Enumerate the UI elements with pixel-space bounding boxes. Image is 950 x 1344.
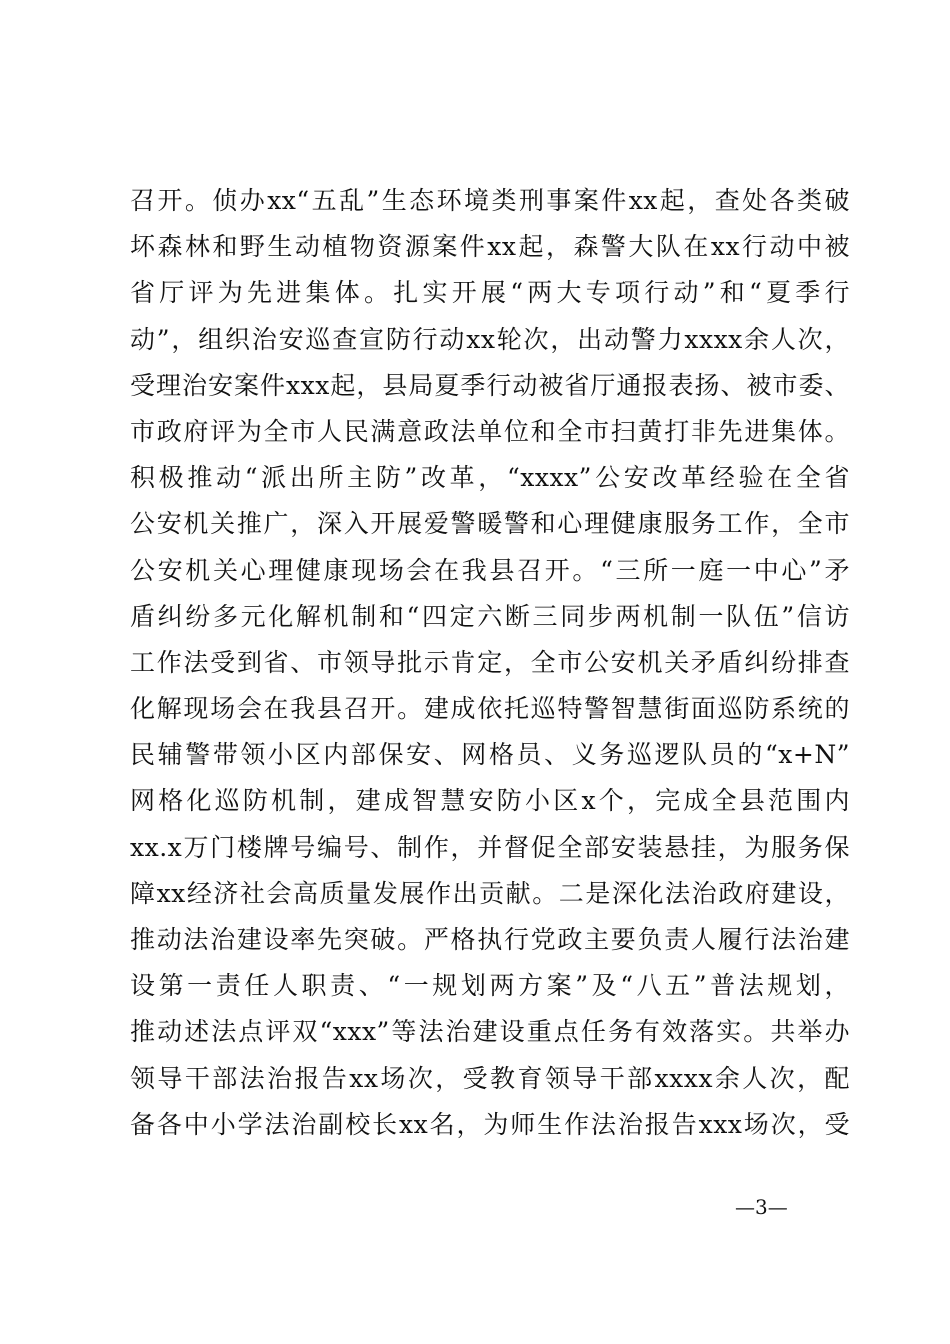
- page-number: —3—: [735, 1195, 788, 1219]
- text-line: 坏森林和野生动植物资源案件xx起，森警大队在xx行动中被: [130, 232, 850, 262]
- text-line: 公安机关心理健康现场会在我县召开。“三所一庭一中心”矛: [130, 555, 850, 585]
- text-line: 推动法治建设率先突破。严格执行党政主要负责人履行法治建: [130, 925, 850, 954]
- text-line: 动”，组织治安巡查宣防行动xx轮次，出动警力xxxx余人次，: [130, 324, 850, 354]
- text-line: 推动述法点评双“xxx”等法治建设重点任务有效落实。共举办: [130, 1017, 850, 1047]
- text-line: 设第一责任人职责、“一规划两方案”及“八五”普法规划，: [130, 971, 850, 1001]
- text-line: 备各中小学法治副校长xx名，为师生作法治报告xxx场次，受: [130, 1109, 850, 1139]
- body-paragraph: [130, 178, 850, 1148]
- text-line: 领导干部法治报告xx场次，受教育领导干部xxxx余人次，配: [130, 1063, 850, 1093]
- text-line: 召开。侦办xx“五乱”生态环境类刑事案件xx起，查处各类破: [130, 186, 850, 215]
- text-line: 网格化巡防机制，建成智慧安防小区x个，完成全县范围内: [130, 786, 850, 816]
- text-line: 公安机关推广，深入开展爱警暖警和心理健康服务工作，全市: [130, 509, 850, 539]
- text-line: xx.x万门楼牌号编号、制作，并督促全部安装悬挂，为服务保: [130, 832, 850, 862]
- text-line: 化解现场会在我县召开。建成依托巡特警智慧街面巡防系统的: [130, 694, 850, 724]
- text-line: 市政府评为全市人民满意政法单位和全市扫黄打非先进集体。: [130, 416, 850, 446]
- text-line: 省厅评为先进集体。扎实开展“两大专项行动”和“夏季行: [130, 278, 850, 308]
- text-line: 民辅警带领小区内部保安、网格员、义务巡逻队员的“x+N”: [130, 740, 850, 770]
- text-line: 受理治安案件xxx起，县局夏季行动被省厅通报表扬、被市委、: [130, 370, 850, 400]
- text-line: 盾纠纷多元化解机制和“四定六断三同步两机制一队伍”信访: [130, 601, 850, 631]
- text-line: 积极推动“派出所主防”改革，“xxxx”公安改革经验在全省: [130, 463, 850, 493]
- text-line: 障xx经济社会高质量发展作出贡献。二是深化法治政府建设，: [130, 878, 850, 908]
- text-line: 工作法受到省、市领导批示肯定，全市公安机关矛盾纠纷排查: [130, 647, 850, 677]
